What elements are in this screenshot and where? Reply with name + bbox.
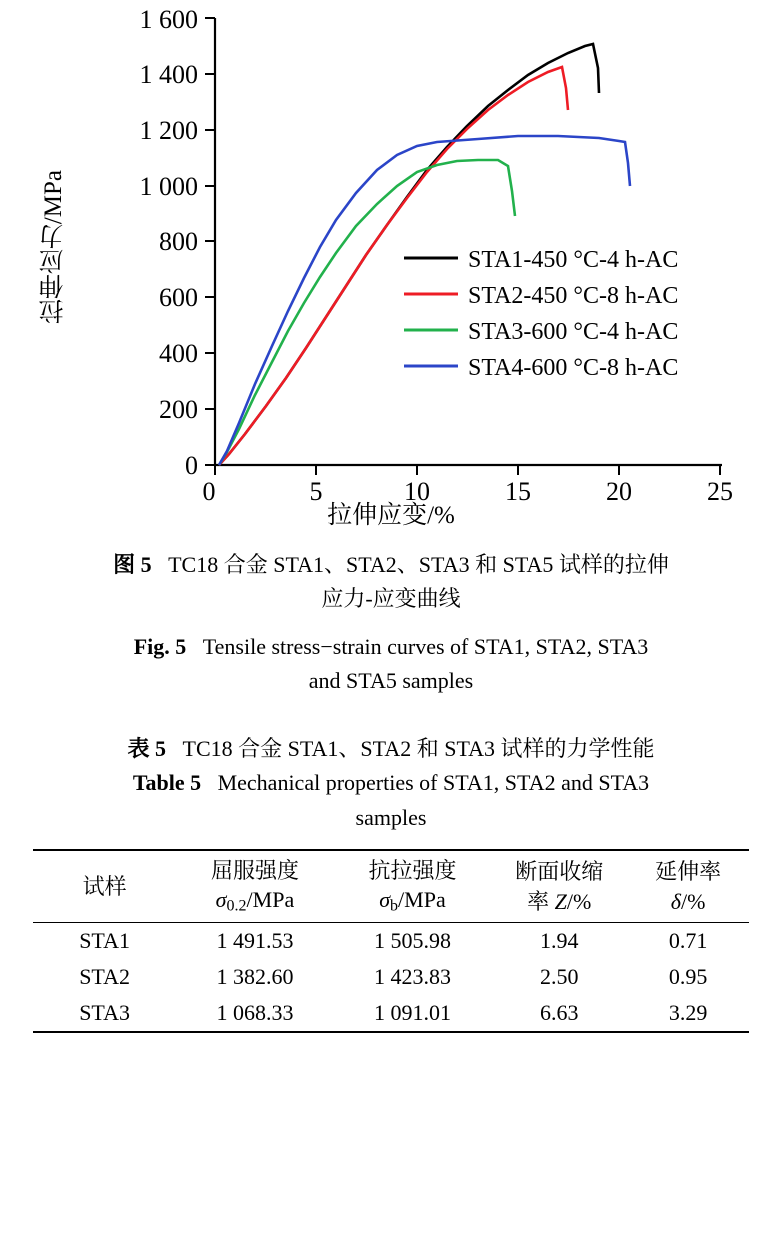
mechanical-properties-table [33,849,749,1034]
svg-text:0: 0 [202,477,216,506]
figure-caption-cn-text1: TC18 合金 STA1、STA2、STA3 和 STA5 试样的拉伸 [168,552,669,577]
header-elongation [627,850,749,923]
cell-elongation: 3.29 [627,995,749,1032]
svg-text:1 400: 1 400 [139,60,198,89]
table-caption-en-label: Table 5 [132,770,202,796]
header-elongation-line1: 延伸率 [655,858,722,884]
header-yield-line1: 屈服强度 [210,857,299,883]
header-yield-strength [176,850,334,923]
svg-text:800: 800 [159,227,198,256]
cell-sample: STA3 [33,995,176,1032]
figure-caption [0,548,782,698]
svg-text:STA3-600 °C-4 h-AC: STA3-600 °C-4 h-AC [468,319,679,345]
series-line-sta3 [219,160,515,465]
header-tensile-strength [334,850,492,923]
cell-tensile: 1 091.01 [334,995,492,1032]
table-caption-en [30,766,752,800]
svg-text:1 000: 1 000 [139,172,198,201]
cell-sample: STA2 [79,964,130,990]
header-reduction-area [491,850,627,923]
cell-elongation: 0.71 [668,928,708,954]
figure-caption-en-line1 [0,630,782,664]
cell-reduction: 1.94 [539,928,579,954]
figure-5 [0,0,782,540]
figure-caption-cn-line1 [0,548,782,582]
header-sample [33,850,176,923]
table-row [33,959,749,995]
table-row [33,923,749,960]
figure-caption-en-line2: and STA5 samples [308,668,474,694]
cell-elongation: 0.95 [668,964,708,990]
y-axis-ticks [205,18,215,465]
svg-text:15: 15 [505,477,531,506]
figure-caption-cn-line2: 应力-应变曲线 [321,586,461,612]
header-reduction-line1: 断面收缩 [515,858,604,884]
svg-text:600: 600 [159,283,198,312]
stress-strain-chart [0,0,782,520]
table-caption-en-line2: samples [355,804,427,830]
header-elongation-line2: δ/% [670,888,706,914]
cell-yield: 1 382.60 [216,964,294,990]
svg-text:0: 0 [185,451,198,480]
table-caption-en-text: Mechanical properties of STA1, STA2 and STA3 [217,770,650,796]
header-yield-line2: $\sigma_{0.2}$/MPa [215,887,295,915]
cell-yield: 1 491.53 [216,928,294,954]
svg-text:25: 25 [707,477,733,506]
y-axis-title: 拉伸应力/MPa [40,170,67,325]
header-reduction-line2: 率 Z/% [527,888,592,914]
figure-caption-en-label: Fig. 5 [133,634,187,660]
svg-text:1 600: 1 600 [139,5,198,34]
svg-text:400: 400 [159,339,198,368]
x-axis-ticks [215,465,720,475]
header-tensile-line1: 抗拉强度 [368,857,457,883]
cell-yield: 1 068.33 [176,995,334,1032]
svg-text:1 200: 1 200 [139,116,198,145]
svg-text:STA1-450 °C-4 h-AC: STA1-450 °C-4 h-AC [468,247,679,273]
svg-text:STA4-600 °C-8 h-AC: STA4-600 °C-8 h-AC [468,355,679,381]
figure-caption-cn-label: 图 5 [113,552,152,577]
chart-legend [404,247,678,381]
cell-tensile: 1 505.98 [373,928,451,954]
x-axis-title: 拉伸应变/% [327,502,455,529]
table-row [33,995,749,1032]
cell-reduction: 2.50 [539,964,579,990]
header-sample-label: 试样 [82,873,127,899]
chart-axes [215,18,722,465]
table-header-row [33,850,749,923]
svg-text:5: 5 [309,477,323,506]
cell-sample: STA1 [79,928,130,954]
svg-text:STA2-450 °C-8 h-AC: STA2-450 °C-8 h-AC [468,283,679,309]
y-axis-tick-labels [140,5,199,480]
table-5-block [0,732,782,1033]
cell-tensile: 1 423.83 [373,964,451,990]
figure-caption-en-text1: Tensile stress−strain curves of STA1, STA2, STA3 [202,634,649,660]
table-caption-cn-label: 表 5 [127,736,166,762]
svg-text:20: 20 [606,477,632,506]
svg-text:200: 200 [159,395,198,424]
cell-reduction: 6.63 [491,995,627,1032]
table-caption-cn-text: TC18 合金 STA1、STA2 和 STA3 试样的力学性能 [182,736,655,762]
svg-text:10: 10 [404,477,430,506]
table-caption-cn [30,732,752,766]
header-tensile-line2: $\sigma_b$/MPa [379,887,446,915]
